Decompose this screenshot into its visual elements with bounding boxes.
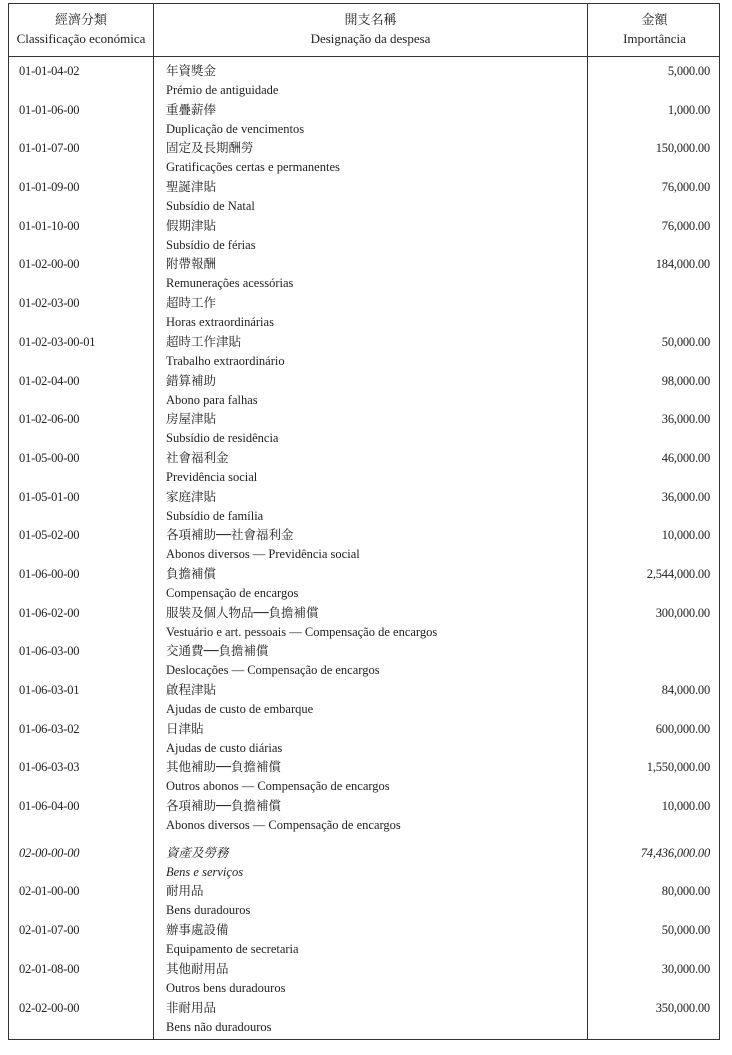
row-designation-zh: 非耐用品 <box>166 999 217 1015</box>
table-row <box>9 842 721 881</box>
row-designation-zh: 假期津貼 <box>166 217 217 233</box>
row-code: 02-01-00-00 <box>19 884 80 899</box>
table-row <box>9 718 721 757</box>
table-row <box>9 958 721 997</box>
row-code: 01-05-00-00 <box>19 450 80 465</box>
row-amount: 10,000.00 <box>661 799 710 814</box>
row-designation-pt: Ajudas de custo de embarque <box>166 702 314 716</box>
row-code: 01-02-03-00 <box>19 296 80 311</box>
row-amount: 36,000.00 <box>661 489 710 504</box>
header-amount-pt: Importância <box>623 31 686 46</box>
table-row <box>9 215 721 254</box>
row-designation-pt: Ajudas de custo diárias <box>166 740 283 755</box>
row-amount: 184,000.00 <box>655 257 710 272</box>
table-row <box>9 602 721 641</box>
row-code: 01-02-03-00-01 <box>19 334 96 349</box>
row-designation-pt: Subsídio de família <box>166 508 264 523</box>
header-designation-zh: 開支名稱 <box>344 12 397 27</box>
header-divider <box>9 56 719 57</box>
row-designation-pt: Horas extraordinárias <box>166 315 274 330</box>
table-row <box>9 880 721 919</box>
row-designation-zh: 家庭津貼 <box>166 488 217 504</box>
row-designation-zh: 各項補助──社會福利金 <box>166 527 294 543</box>
row-designation-pt: Prémio de antiguidade <box>166 83 279 97</box>
row-code: 01-06-03-00 <box>19 644 80 659</box>
row-code: 01-01-07-00 <box>19 141 80 156</box>
table-row <box>9 370 721 409</box>
row-designation-zh: 錯算補助 <box>166 372 217 388</box>
row-amount: 350,000.00 <box>655 1000 710 1015</box>
row-designation-pt: Duplicação de vencimentos <box>166 121 305 136</box>
table-row <box>9 331 721 370</box>
row-code: 02-01-08-00 <box>19 961 80 976</box>
row-code: 01-06-03-03 <box>19 760 80 775</box>
row-designation-pt: Previdência social <box>166 469 258 484</box>
header-classification-pt: Classificação económica <box>16 31 146 46</box>
row-amount: 84,000.00 <box>661 683 710 697</box>
header-classification-zh: 經濟分類 <box>54 12 107 27</box>
row-designation-zh: 超時工作津貼 <box>166 333 242 349</box>
table-row <box>9 563 721 602</box>
row-amount: 36,000.00 <box>661 412 710 427</box>
row-designation-zh: 交通費──負擔補償 <box>166 643 269 659</box>
row-designation-pt: Subsídio de Natal <box>166 199 255 214</box>
row-amount: 98,000.00 <box>661 373 710 388</box>
row-code: 01-06-03-02 <box>19 721 80 736</box>
table-row <box>9 137 721 176</box>
row-code: 01-02-04-00 <box>19 373 80 388</box>
row-designation-zh: 啟程津貼 <box>166 682 217 697</box>
row-code: 01-06-02-00 <box>19 605 80 620</box>
row-designation-pt: Remunerações acessórias <box>166 276 294 291</box>
row-code: 01-06-04-00 <box>19 799 80 814</box>
row-code: 02-01-07-00 <box>19 923 80 938</box>
row-code: 01-06-03-01 <box>19 683 80 697</box>
row-designation-zh: 辦事處設備 <box>166 922 229 938</box>
table-row <box>9 756 721 795</box>
row-designation-zh: 社會福利金 <box>166 449 229 465</box>
row-designation-pt: Bens e serviços <box>166 864 244 879</box>
row-designation-pt: Gratificações certas e permanentes <box>166 160 340 175</box>
row-amount: 2,544,000.00 <box>646 566 710 581</box>
row-code: 01-02-06-00 <box>19 412 80 427</box>
row-amount: 46,000.00 <box>661 450 710 465</box>
row-designation-pt: Vestuário e art. pessoais — Compensação de encargos <box>166 624 438 639</box>
row-designation-zh: 其他耐用品 <box>166 960 229 976</box>
table-row <box>9 176 721 215</box>
table-row <box>9 997 721 1036</box>
row-designation-pt: Outros bens duradouros <box>166 980 286 995</box>
row-amount: 1,000.00 <box>667 102 710 117</box>
row-designation-zh: 重疊薪俸 <box>166 101 217 117</box>
row-designation-pt: Deslocações — Compensação de encargos <box>166 663 380 678</box>
row-amount: 74,436,000.00 <box>640 845 710 860</box>
row-designation-zh: 房屋津貼 <box>166 411 217 427</box>
budget-table <box>8 3 720 1040</box>
row-designation-zh: 資產及勞務 <box>166 844 229 860</box>
row-amount: 50,000.00 <box>661 334 710 349</box>
row-designation-pt: Abonos diversos — Previdência social <box>166 547 360 562</box>
row-amount: 5,000.00 <box>667 64 710 78</box>
row-code: 01-01-06-00 <box>19 102 80 117</box>
table-row <box>9 60 721 99</box>
table-body <box>9 60 721 1035</box>
table-row <box>9 524 721 563</box>
row-code: 01-05-01-00 <box>19 489 80 504</box>
header-amount-zh: 金額 <box>641 12 668 27</box>
row-amount: 10,000.00 <box>661 528 710 543</box>
row-designation-zh: 負擔補償 <box>166 565 217 581</box>
row-designation-zh: 超時工作 <box>166 295 217 311</box>
row-amount: 1,550,000.00 <box>646 760 710 775</box>
row-designation-pt: Subsídio de férias <box>166 237 256 252</box>
row-code: 01-01-09-00 <box>19 180 80 195</box>
row-designation-zh: 年資獎金 <box>166 63 217 78</box>
row-amount: 300,000.00 <box>655 605 710 620</box>
table-row <box>9 447 721 486</box>
row-designation-zh: 固定及長期酬勞 <box>166 140 254 156</box>
row-amount: 50,000.00 <box>661 923 710 938</box>
row-amount: 150,000.00 <box>655 141 710 156</box>
row-designation-zh: 各項補助──負擔補償 <box>166 798 282 814</box>
table-row <box>9 408 721 447</box>
row-designation-pt: Compensação de encargos <box>166 585 299 600</box>
row-amount: 76,000.00 <box>661 180 710 195</box>
row-code: 01-01-10-00 <box>19 218 80 233</box>
row-designation-zh: 附帶報酬 <box>166 256 217 272</box>
row-designation-zh: 其他補助──負擔補償 <box>166 759 282 775</box>
table-row <box>9 99 721 138</box>
row-designation-pt: Abonos diversos — Compensação de encargos <box>166 818 401 833</box>
row-code: 01-05-02-00 <box>19 528 80 543</box>
row-code: 01-06-00-00 <box>19 566 80 581</box>
header-designation-pt: Designação da despesa <box>310 31 431 46</box>
row-designation-zh: 聖誕津貼 <box>166 179 217 195</box>
row-amount: 30,000.00 <box>661 961 710 976</box>
table-row <box>9 679 721 718</box>
table-row <box>9 253 721 292</box>
row-designation-zh: 日津貼 <box>166 720 204 736</box>
row-code: 02-02-00-00 <box>19 1000 80 1015</box>
row-designation-pt: Outros abonos — Compensação de encargos <box>166 779 390 794</box>
row-designation-pt: Subsídio de residência <box>166 431 279 446</box>
table-row <box>9 640 721 679</box>
row-designation-pt: Bens não duradouros <box>166 1019 272 1034</box>
table-row <box>9 486 721 525</box>
row-code: 02-00-00-00 <box>19 845 80 860</box>
row-designation-pt: Equipamento de secretaria <box>166 942 299 957</box>
row-designation-zh: 服裝及個人物品──負擔補償 <box>166 604 319 620</box>
row-designation-pt: Trabalho extraordinário <box>166 353 285 368</box>
row-designation-zh: 耐用品 <box>166 883 204 899</box>
header-amount <box>588 10 721 48</box>
header-designation <box>154 10 587 48</box>
row-code: 01-01-04-02 <box>19 64 80 78</box>
row-code: 01-02-00-00 <box>19 257 80 272</box>
row-amount: 80,000.00 <box>661 884 710 899</box>
row-amount: 600,000.00 <box>655 721 710 736</box>
table-row <box>9 795 721 834</box>
header-classification <box>9 10 153 48</box>
table-row <box>9 292 721 331</box>
table-row <box>9 919 721 958</box>
row-amount: 76,000.00 <box>661 218 710 233</box>
row-designation-pt: Abono para falhas <box>166 392 258 407</box>
row-designation-pt: Bens duradouros <box>166 903 251 918</box>
